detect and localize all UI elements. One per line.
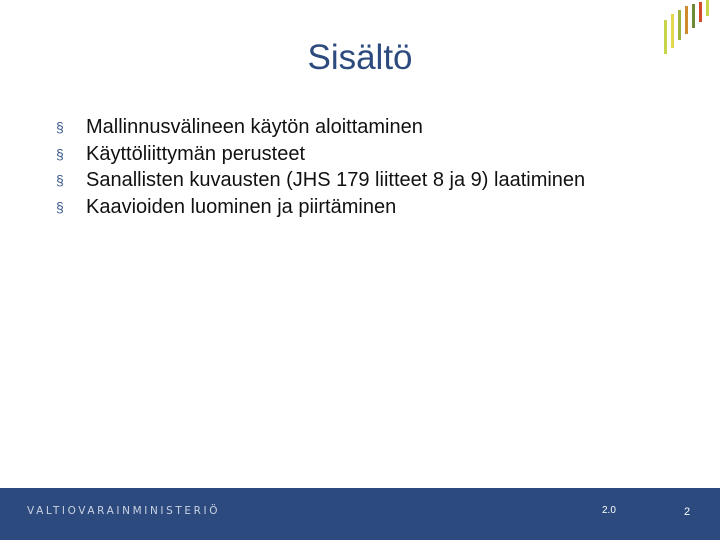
bullet-item <box>56 141 616 168</box>
page-number: 2 <box>684 506 691 518</box>
bullet-text: Kaavioiden luominen ja piirtäminen <box>86 195 397 218</box>
bullet-item <box>56 194 616 221</box>
logo-bar <box>706 0 709 16</box>
logo-bar <box>692 4 695 28</box>
bullet-text: Mallinnusvälineen käytön aloittaminen <box>86 116 423 138</box>
ministry-name: VALTIOVARAINMINISTERIÖ <box>27 505 221 517</box>
bullet-text: Käyttöliittymän perusteet <box>86 142 305 165</box>
bullet-marker: § <box>56 145 64 162</box>
logo-bar <box>678 10 681 40</box>
logo-bar <box>685 6 688 34</box>
bullet-list <box>56 114 616 220</box>
logo-bar <box>699 2 702 22</box>
bullet-marker: § <box>56 198 64 215</box>
slide-title: Sisältö <box>307 38 413 77</box>
footer-bar <box>0 488 720 540</box>
bullet-marker: § <box>56 119 64 135</box>
bullet-marker: § <box>56 172 64 188</box>
bullet-text: Sanallisten kuvausten (JHS 179 liitteet 8 ja 9) laatiminen <box>86 169 586 191</box>
bullet-item <box>56 167 616 194</box>
bullet-item <box>56 114 616 141</box>
version-label: 2.0 <box>602 505 616 516</box>
